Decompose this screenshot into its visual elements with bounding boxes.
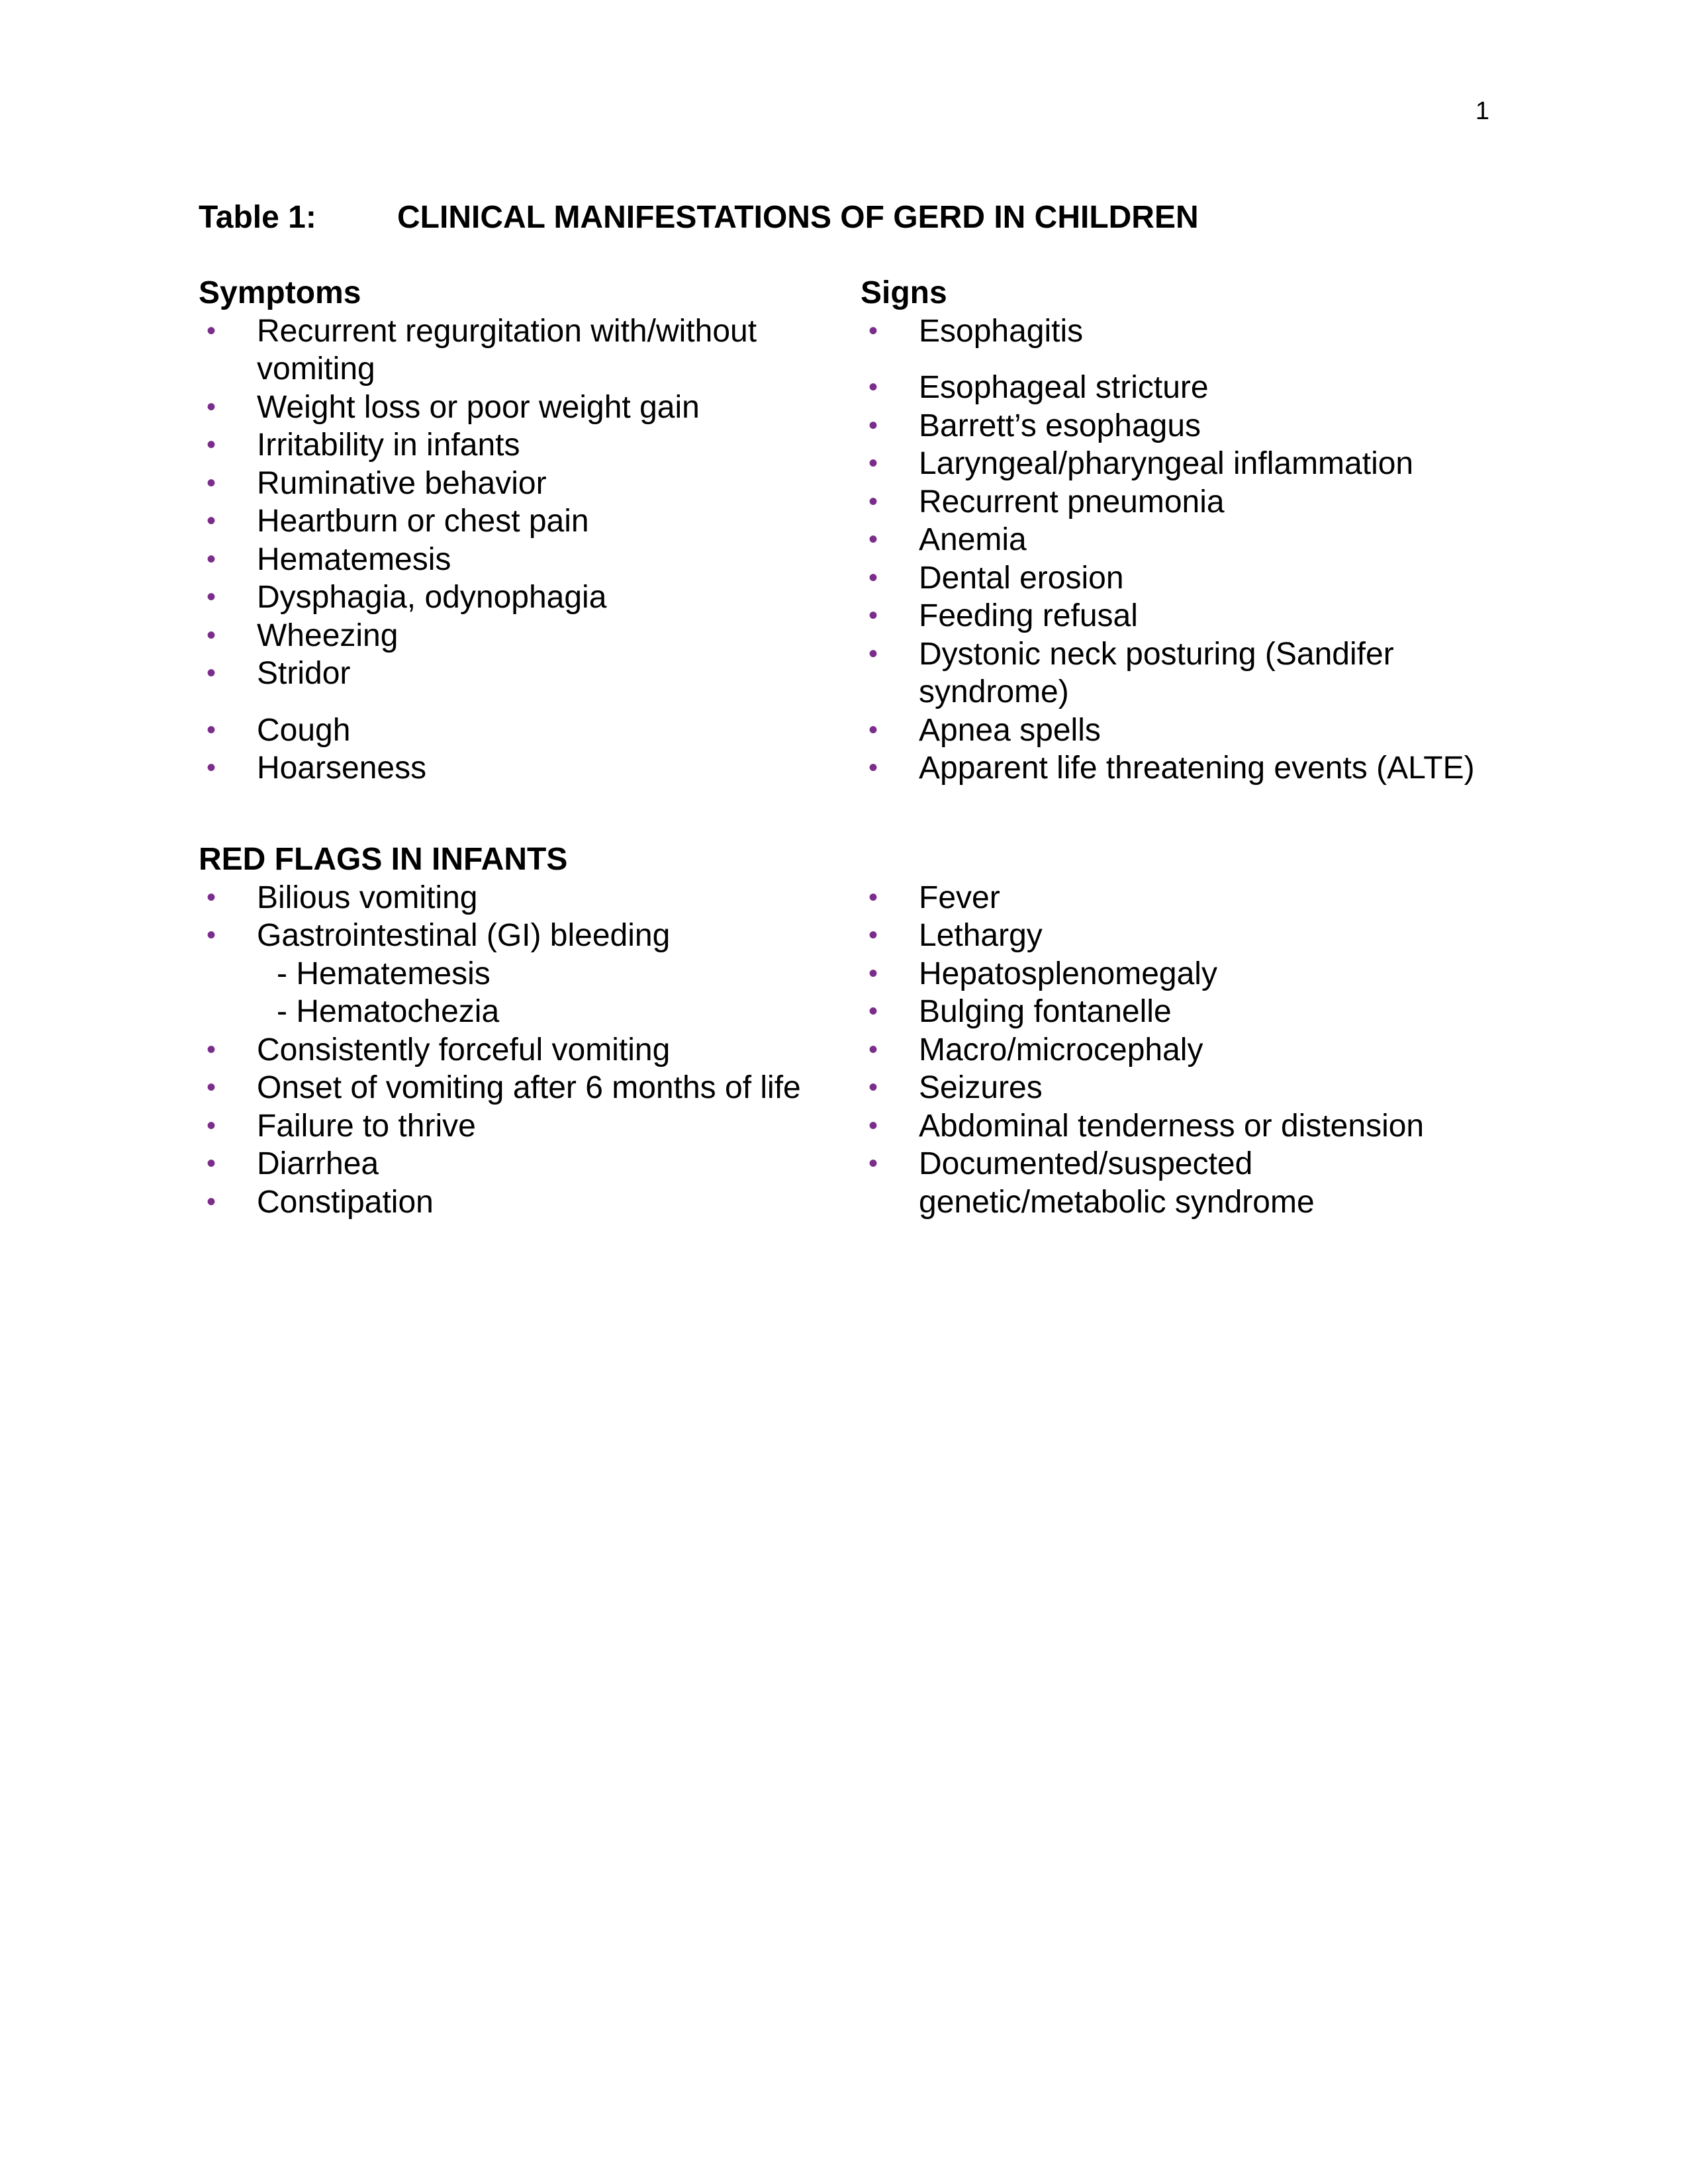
list-item: • Bilious vomiting xyxy=(199,879,834,917)
symptoms-column xyxy=(199,274,834,788)
list-item: • Cough xyxy=(199,711,834,750)
list-item: • Gastrointestinal (GI) bleeding xyxy=(199,917,834,955)
table-title xyxy=(199,199,1199,237)
red-flags-left-list xyxy=(199,879,834,1222)
list-item: • Anemia xyxy=(861,521,1523,559)
list-item: • Dystonic neck posturing (Sandifer syndrome) xyxy=(861,635,1523,711)
list-item: • Seizures xyxy=(861,1069,1523,1107)
list-item: • Dental erosion xyxy=(861,559,1523,598)
red-flags-heading: RED FLAGS IN INFANTS xyxy=(199,842,568,877)
list-item: • Lethargy xyxy=(861,917,1523,955)
table-title-text: CLINICAL MANIFESTATIONS OF GERD IN CHILDREN xyxy=(397,200,1199,235)
list-item: • Wheezing xyxy=(199,617,834,655)
list-item: • Hoarseness xyxy=(199,749,834,788)
list-item: • Stridor xyxy=(199,655,834,693)
list-item: • Documented/suspected xyxy=(861,1145,1523,1183)
list-item: • Recurrent regurgitation with/without vomiting xyxy=(199,312,834,388)
list-subitem: - Hematochezia xyxy=(277,994,500,1029)
list-item: • Hematemesis xyxy=(199,541,834,579)
list-item: • Irritability in infants xyxy=(199,426,834,465)
list-item: • Apnea spells xyxy=(861,711,1523,750)
list-item: • Esophagitis xyxy=(861,312,1523,351)
list-item: • Fever xyxy=(861,879,1523,917)
symptoms-heading: Symptoms xyxy=(199,275,361,310)
symptoms-list xyxy=(199,312,834,788)
list-spacer xyxy=(199,693,834,711)
list-item: • Ruminative behavior xyxy=(199,465,834,503)
list-item: • Feeding refusal xyxy=(861,597,1523,635)
list-item: • Onset of vomiting after 6 months of life xyxy=(199,1069,834,1107)
red-flags-right-list xyxy=(861,879,1523,1222)
list-item: • Macro/microcephaly xyxy=(861,1031,1523,1069)
list-item: • Barrett’s esophagus xyxy=(861,407,1523,445)
red-flags-right-column xyxy=(861,841,1523,1221)
page-number: 1 xyxy=(1475,97,1489,125)
list-item-continuation: genetic/metabolic syndrome xyxy=(919,1184,1315,1220)
list-item: • Abdominal tenderness or distension xyxy=(861,1107,1523,1146)
list-item: • Dysphagia, odynophagia xyxy=(199,578,834,617)
list-item: • Consistently forceful vomiting xyxy=(199,1031,834,1069)
red-flags-right-spacer xyxy=(861,841,1523,879)
signs-column xyxy=(861,274,1523,788)
list-item: • Diarrhea xyxy=(199,1145,834,1183)
signs-list xyxy=(861,312,1523,788)
list-item: • Failure to thrive xyxy=(199,1107,834,1146)
list-item: • Constipation xyxy=(199,1183,834,1222)
list-item: • Hepatosplenomegaly xyxy=(861,955,1523,993)
list-item: • Bulging fontanelle xyxy=(861,993,1523,1031)
signs-heading: Signs xyxy=(861,275,947,310)
table-label: Table 1: xyxy=(199,200,316,235)
red-flags-left-column xyxy=(199,841,834,1221)
list-item: • Apparent life threatening events (ALTE) xyxy=(861,749,1523,788)
list-item: • Recurrent pneumonia xyxy=(861,483,1523,522)
list-spacer xyxy=(861,350,1523,369)
list-item: • Weight loss or poor weight gain xyxy=(199,388,834,427)
list-item: • Esophageal stricture xyxy=(861,369,1523,407)
list-item: • Heartburn or chest pain xyxy=(199,502,834,541)
list-item: • Laryngeal/pharyngeal inflammation xyxy=(861,445,1523,483)
list-subitem: - Hematemesis xyxy=(277,956,491,991)
